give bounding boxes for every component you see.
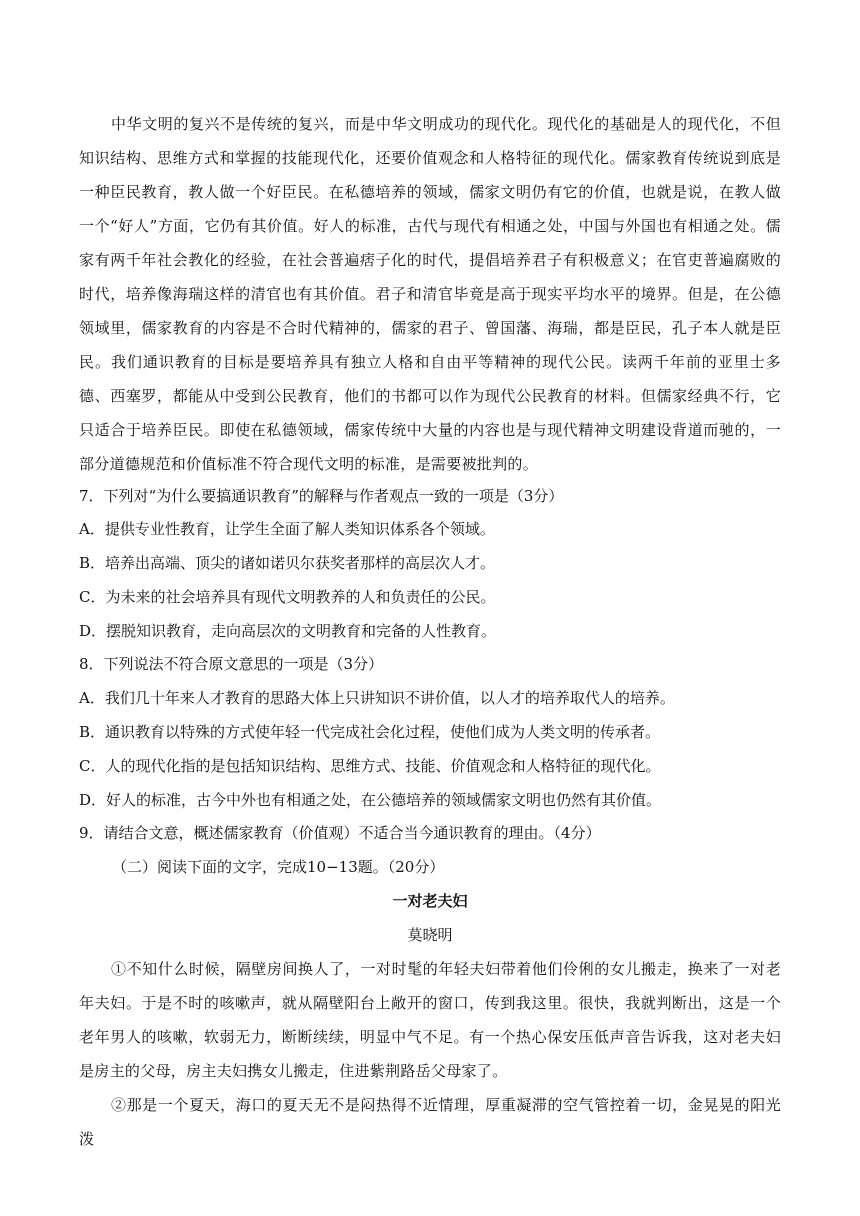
passage-paragraph: 中华文明的复兴不是传统的复兴，而是中华文明成功的现代化。现代化的基础是人的现代化，不但知识结构、思维方式和掌握的技能现代化，还要价值观念和人格特征的现代化。儒家教育传统说到底是一种臣民教育，教人做一个好臣民。在私德培养的领域，儒家文明仍有它的价值，也就是说，在教人做一个“好人”方面，它仍有其价值。好人的标准，古代与现代有相通之处，中国与外国也有相通之处。儒家有两千年社会教化的经验，在社会普遍痞子化的时代，提倡培养君子有积极意义；在官吏普遍腐败的时代，培养像海瑞这样的清官也有其价值。君子和清官毕竟是高于现实平均水平的境界。但是，在公德领域里，儒家教育的内容是不合时代精神的，儒家的君子、曾国藩、海瑞，都是臣民，孔子本人就是臣民。我们通识教育的目标是要培养具有独立人格和自由平等精神的现代公民。读两千年前的亚里士多德、西塞罗，都能从中受到公民教育，他们的书都可以作为现代公民教育的材料。但儒家经典不行，它只适合于培养臣民。即使在私德领域，儒家传统中大量的内容也是与现代精神文明建设背道而驰的，一部分道德规范和价值标准不符合现代文明的标准，是需要被批判的。 xyxy=(79,115,781,473)
question-7-option-b: B．培养出高端、顶尖的诸如诺贝尔获奖者那样的高层次人才。 xyxy=(79,554,496,572)
section-heading: （二）阅读下面的文字，完成10−13题。（20分） xyxy=(112,858,445,876)
question-7-option-c: C．为未来的社会培养具有现代文明教养的人和负责任的公民。 xyxy=(79,588,496,606)
question-9: 9．请结合文意，概述儒家教育（价值观）不适合当今通识教育的理由。（4分） xyxy=(79,824,601,842)
story-paragraph-2: ②那是一个夏天，海口的夏天无不是闷热得不近情理，厚重凝滞的空气管控着一切，金晃晃的阳光泼 xyxy=(79,1096,781,1148)
story-title: 一对老夫妇 xyxy=(392,892,468,910)
story-paragraph-1: ①不知什么时候，隔壁房间换人了，一对时髦的年轻夫妇带着他们伶俐的女儿搬走，换来了一对老年夫妇。于是不时的咳嗽声，就从隔壁阳台上敞开的窗口，传到我这里。很快，我就判断出，这是一个老年男人的咳嗽，软弱无力，断断续续，明显中气不足。有一个热心保安压低声音告诉我，这对老夫妇是房主的父母，房主夫妇携女儿搬走，住进紫荆路岳父母家了。 xyxy=(79,960,781,1080)
question-8-option-b: B．通识教育以特殊的方式使年轻一代完成社会化过程，使他们成为人类文明的传承者。 xyxy=(79,723,661,741)
question-8-option-d: D．好人的标准，古今中外也有相通之处，在公德培养的领域儒家文明也仍然有其价值。 xyxy=(79,791,662,809)
question-8-option-a: A．我们几十年来人才教育的思路大体上只讲知识不讲价值，以人才的培养取代人的培养。 xyxy=(79,689,675,707)
question-7-option-a: A．提供专业性教育，让学生全面了解人类知识体系各个领域。 xyxy=(79,520,495,538)
question-8-stem: 8．下列说法不符合原文意思的一项是（3分） xyxy=(79,655,384,673)
question-7-stem: 7．下列对“为什么要搞通识教育”的解释与作者观点一致的一项是（3分） xyxy=(79,487,564,505)
story-author: 莫晓明 xyxy=(407,926,453,944)
question-7-option-d: D．摆脱知识教育，走向高层次的文明教育和完备的人性教育。 xyxy=(79,622,497,640)
question-8-option-c: C．人的现代化指的是包括知识结构、思维方式、技能、价值观念和人格特征的现代化。 xyxy=(79,757,661,775)
